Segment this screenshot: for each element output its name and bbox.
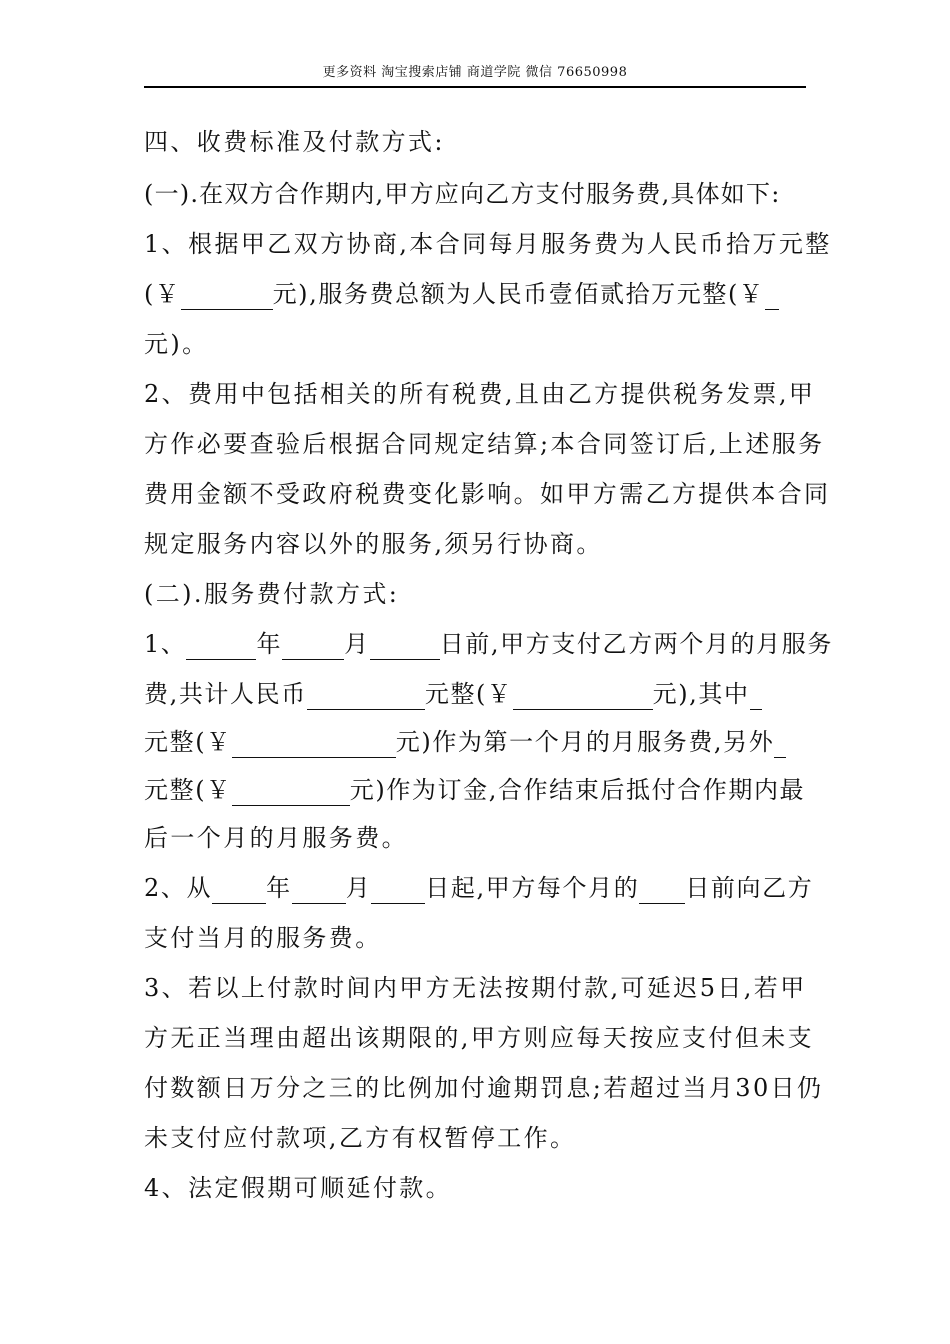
text-segment: 方无正当理由超出该期限的,甲方则应每天按应支付但未支 — [144, 1024, 815, 1052]
text-segment: 元整(￥ — [144, 728, 232, 756]
fill-blank — [181, 279, 273, 310]
fill-blank — [292, 873, 346, 904]
text-segment: 3、若以上付款时间内甲方无法按期付款,可延迟5日,若甲 — [144, 974, 807, 1002]
paragraph-line — [144, 766, 810, 814]
text-segment: 1、根据甲乙双方协商,本合同每月服务费为人民币拾万元整 — [144, 230, 832, 258]
text-segment: (二).服务费付款方式: — [144, 580, 400, 608]
fill-blank — [307, 679, 425, 710]
page-header: 更多资料 淘宝搜索店铺 商道学院 微信 76650998 — [144, 64, 806, 88]
paragraph-line — [144, 1114, 810, 1162]
paragraph-line — [144, 1164, 810, 1212]
text-segment: 1、 — [144, 630, 187, 658]
paragraph-line — [144, 718, 810, 766]
paragraph-line — [144, 620, 833, 668]
paragraph-line — [144, 470, 831, 518]
text-segment: 付数额日万分之三的比例加付逾期罚息;若超过当月30日仍 — [144, 1074, 824, 1102]
text-segment: (一).在双方合作期内,甲方应向乙方支付服务费,具体如下: — [144, 180, 781, 208]
text-segment: 方作必要查验后根据合同规定结算;本合同签订后,上述服务 — [144, 430, 825, 458]
text-segment: 日前,甲方支付乙方两个月的月服务 — [439, 630, 833, 658]
text-segment: 日起,甲方每个月的 — [425, 874, 640, 902]
fill-blank — [774, 727, 786, 758]
paragraph-line — [144, 320, 810, 368]
text-segment: 未支付应付款项,乙方有权暂停工作。 — [144, 1124, 577, 1152]
text-segment: 4、法定假期可顺延付款。 — [144, 1174, 453, 1202]
clause-heading — [144, 170, 810, 218]
text-segment: 元)作为订金,合作结束后抵付合作期内最 — [349, 776, 806, 804]
section-heading — [144, 118, 810, 166]
fill-blank — [186, 629, 256, 660]
text-segment: 费,共计人民币 — [144, 680, 307, 708]
text-segment: 后一个月的月服务费。 — [144, 824, 408, 852]
fill-blank — [765, 279, 779, 310]
text-segment: 年 — [266, 874, 292, 902]
fill-blank — [371, 873, 425, 904]
fill-blank — [212, 873, 266, 904]
fill-blank — [370, 629, 440, 660]
fill-blank — [513, 679, 653, 710]
text-segment: 四、收费标准及付款方式: — [144, 128, 445, 156]
text-segment: 费用金额不受政府税费变化影响。如甲方需乙方提供本合同 — [144, 480, 831, 508]
text-segment: 元)作为第一个月的月服务费,另外 — [395, 728, 775, 756]
text-segment: 2、从 — [144, 874, 213, 902]
text-segment: 日前向乙方 — [685, 874, 814, 902]
paragraph-line — [144, 270, 810, 318]
text-segment: 月 — [344, 630, 370, 658]
paragraph-line — [144, 670, 810, 718]
text-segment: 月 — [345, 874, 372, 902]
fill-blank — [282, 629, 344, 660]
text-segment: 支付当月的服务费。 — [144, 924, 382, 952]
fill-blank — [639, 873, 685, 904]
text-segment: (￥ — [144, 280, 181, 308]
paragraph-line — [144, 420, 825, 468]
text-segment: 元整(￥ — [144, 776, 232, 804]
fill-blank — [232, 727, 396, 758]
paragraph-line — [144, 914, 810, 962]
fill-blank — [750, 679, 762, 710]
text-segment: 年 — [256, 630, 283, 658]
text-segment: 规定服务内容以外的服务,须另行协商。 — [144, 530, 603, 558]
paragraph-line — [144, 1014, 815, 1062]
paragraph-line — [144, 964, 810, 1012]
paragraph-line — [144, 1064, 824, 1112]
paragraph-line — [144, 220, 832, 268]
clause-heading — [144, 570, 810, 618]
fill-blank — [232, 775, 350, 806]
paragraph-line — [144, 814, 810, 862]
text-segment: 2、费用中包括相关的所有税费,且由乙方提供税务发票,甲 — [144, 380, 816, 408]
text-segment: 元),服务费总额为人民币壹佰贰拾万元整(￥ — [272, 280, 765, 308]
text-segment: 元),其中 — [652, 680, 750, 708]
paragraph-line — [144, 864, 814, 912]
paragraph-line — [144, 520, 810, 568]
text-segment: 元整(￥ — [424, 680, 513, 708]
text-segment: 元)。 — [144, 330, 209, 358]
paragraph-line — [144, 370, 816, 418]
